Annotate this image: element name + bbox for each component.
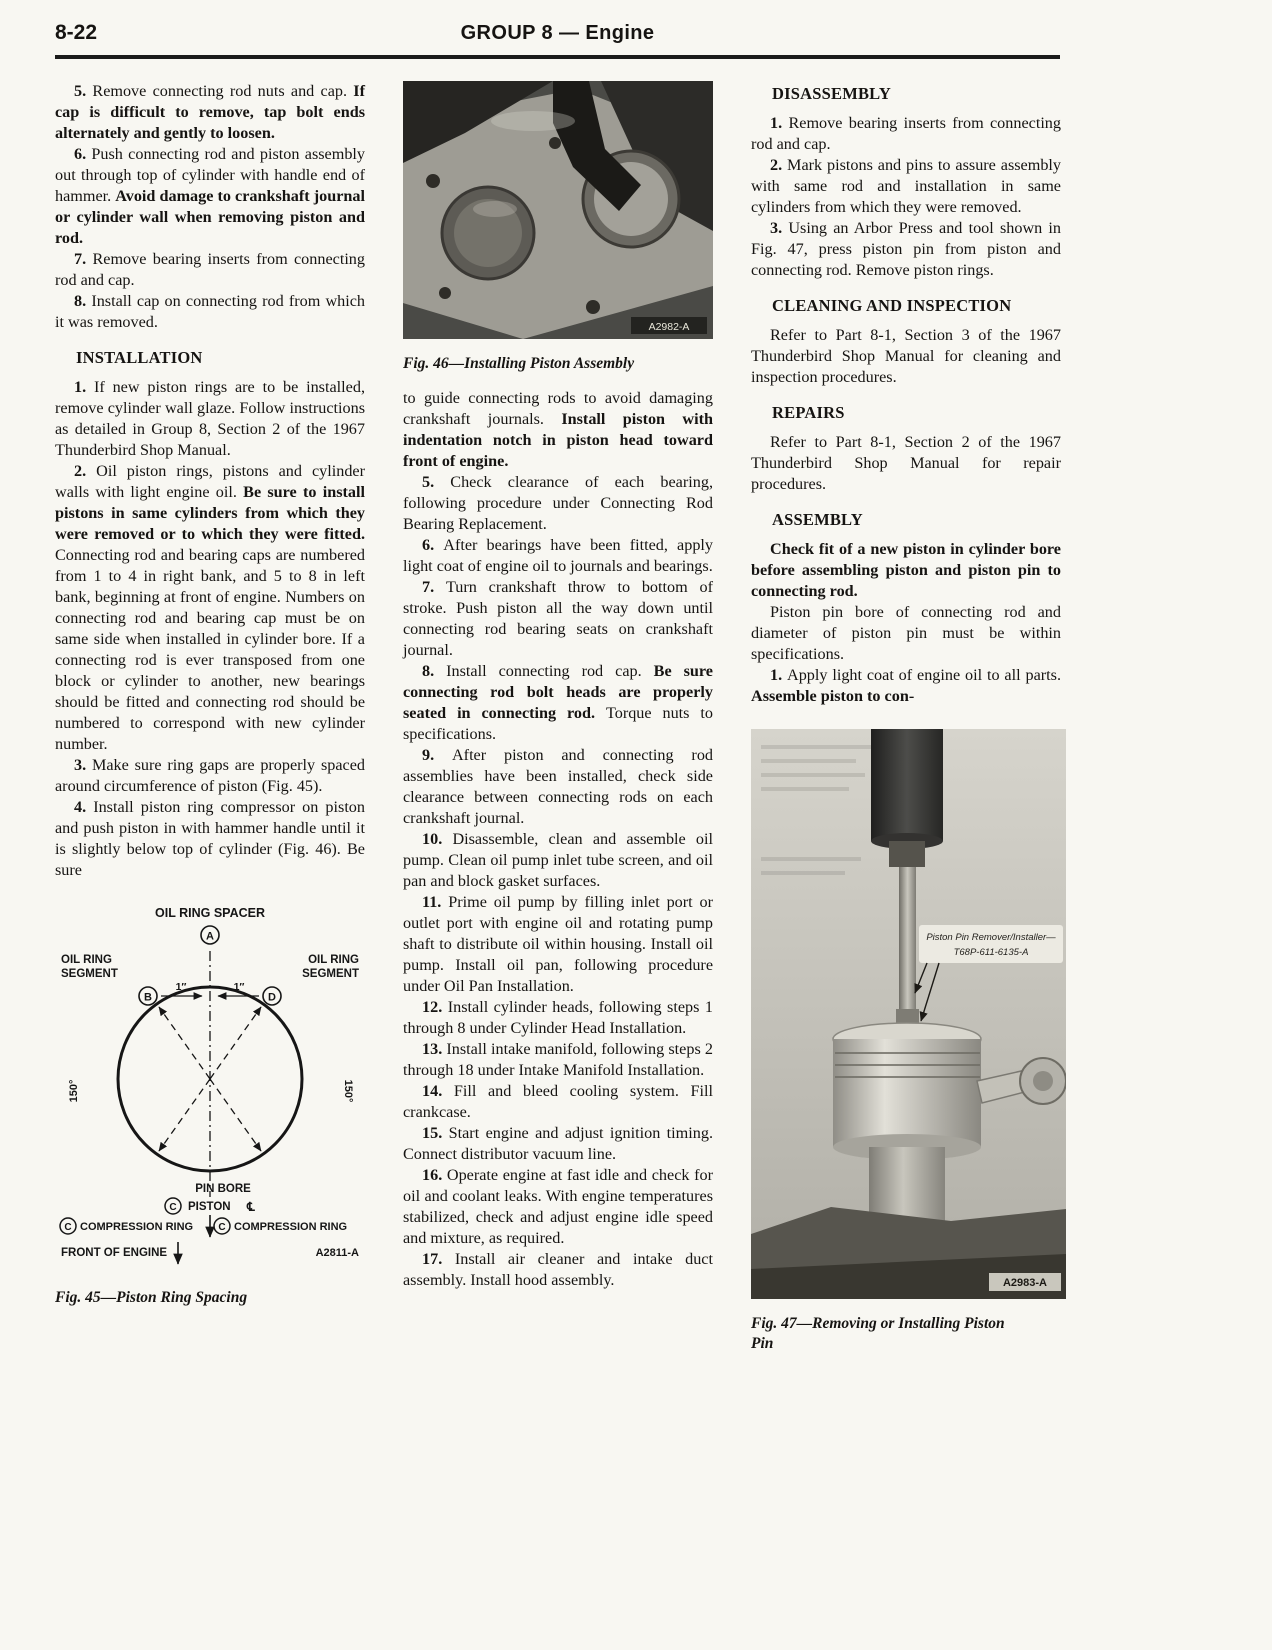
section-heading-installation: INSTALLATION (76, 348, 203, 367)
bold-run: 13. (422, 1040, 447, 1058)
figure-code-a2983: A2983-A (1002, 1277, 1048, 1289)
text-run: Oil piston rings, pistons and cylinder walls with light engine oil. (55, 462, 365, 501)
step-paragraph (403, 892, 713, 997)
column-right (751, 81, 1061, 1354)
svg-text:B: B (144, 991, 152, 1004)
body-paragraph (751, 539, 1061, 602)
label-oil-ring-segment-right: OIL RING (308, 954, 359, 966)
step-paragraph (403, 535, 713, 577)
body-paragraph (751, 432, 1061, 495)
label-piston: PISTON (188, 1201, 231, 1213)
svg-text:SEGMENT: SEGMENT (302, 968, 359, 980)
page-header (55, 16, 1060, 50)
step-paragraph (403, 745, 713, 829)
text-run: Using an Arbor Press and tool shown in Fig. 47, press piston pin from piston and connecting rod. Remove piston rings. (751, 219, 1062, 279)
label-oil-ring-spacer: OIL RING SPACER (155, 906, 265, 920)
section-heading-assembly: ASSEMBLY (772, 510, 863, 529)
step-paragraph (751, 218, 1061, 281)
text-run: Remove bearing inserts from connecting rod and cap. (751, 114, 1061, 153)
piston-pin-remover-photo (751, 729, 1066, 1299)
figure-45-piston-ring-spacing (55, 901, 365, 1308)
step-paragraph (55, 144, 365, 249)
text-run: Remove connecting rod nuts and cap. (92, 82, 354, 100)
bold-run: 17. (422, 1250, 455, 1268)
step-paragraph (55, 797, 365, 881)
bold-run: 12. (422, 998, 448, 1016)
text-run: Fill and bleed cooling system. Fill crankcase. (403, 1082, 714, 1121)
text-run: Operate engine at fast idle and check for oil and coolant leaks. With engine temperatures stabilized, check and adjust engine idle speed and mixture, as required. (403, 1166, 713, 1247)
bold-run: Install piston with indentation notch in piston head toward front of engine. (403, 410, 713, 470)
bold-run: 3. (770, 219, 789, 237)
svg-text:D: D (268, 991, 276, 1004)
content-columns (55, 81, 1060, 1354)
bold-run: 9. (422, 746, 452, 764)
step-paragraph (403, 829, 713, 892)
bold-run: Assemble piston to con- (751, 687, 915, 705)
bolt-hole (549, 137, 561, 149)
bolt-hole (586, 300, 600, 314)
svg-text:C: C (64, 1222, 72, 1233)
step-paragraph (403, 1165, 713, 1249)
header-rule (55, 55, 1060, 59)
section-heading-disassembly: DISASSEMBLY (772, 84, 891, 103)
figure-47-caption: Fig. 47—Removing or Installing Piston Pin (751, 1315, 1005, 1352)
bold-run: Check fit of a new piston in cylinder bore before assembling piston and piston pin to connecting rod. (751, 540, 1061, 600)
text-run: Disassemble, clean and assemble oil pump. Clean oil pump inlet tube screen, and oil pan and block gasket surfaces. (403, 830, 714, 890)
bold-run: 3. (74, 756, 92, 774)
text-run: Refer to Part 8-1, Section 2 of the 1967 Thunderbird Shop Manual for repair procedures. (751, 433, 1061, 493)
step-paragraph (403, 1249, 713, 1291)
text-run: Refer to Part 8-1, Section 3 of the 1967 Thunderbird Shop Manual for cleaning and inspection procedures. (751, 326, 1061, 386)
svg-text:SEGMENT: SEGMENT (61, 968, 118, 980)
bold-run: 10. (422, 830, 453, 848)
installing-piston-photo (403, 81, 713, 339)
text-run: Install intake manifold, following steps 2 through 18 under Intake Manifold Installation. (403, 1040, 713, 1079)
text-run: Mark pistons and pins to assure assembly with same rod and installation in same cylinders from which they were removed. (751, 156, 1062, 216)
gap-line-lower-right (210, 1079, 261, 1151)
bold-run: 1. (770, 114, 789, 132)
bolt-hole (426, 174, 440, 188)
bold-run: Avoid damage to crankshaft journal or cylinder wall when removing piston and rod. (55, 187, 365, 247)
text-run: Install piston ring compressor on piston and push piston in with hammer handle until it is slightly below top of cylinder (Fig. 46). Be sure (55, 798, 365, 879)
bold-run: 6. (74, 145, 92, 163)
text-run: Piston pin bore of connecting rod and diameter of piston pin must be within specifications. (751, 603, 1061, 663)
bold-run: 15. (422, 1124, 449, 1142)
step-paragraph (403, 661, 713, 745)
step-paragraph (55, 291, 365, 333)
angle-label-right: 150° (342, 1079, 354, 1103)
label-compression-ring-right: COMPRESSION RING (234, 1221, 348, 1233)
photo-highlight (491, 111, 575, 131)
page-title: GROUP 8 — Engine (460, 22, 655, 44)
photo-highlight (473, 201, 517, 217)
piston-body (833, 1039, 981, 1147)
bolt-hole (439, 287, 451, 299)
figure-46-caption: Fig. 46—Installing Piston Assembly (403, 355, 635, 372)
figure-code-a2982: A2982-A (648, 321, 690, 333)
text-run: Install air cleaner and intake duct assembly. Install hood assembly. (403, 1250, 713, 1289)
text-run: Check clearance of each bearing, following procedure under Connecting Rod Bearing Replacement. (403, 473, 713, 533)
bold-run: 11. (422, 893, 449, 911)
label-front-of-engine: FRONT OF ENGINE (61, 1247, 168, 1259)
bold-run: If cap is difficult to remove, tap bolt ends alternately and gently to loosen. (55, 82, 365, 142)
bold-run: 7. (422, 578, 446, 596)
bold-run: 8. (74, 292, 92, 310)
bold-run: 4. (74, 798, 94, 816)
body-paragraph (751, 325, 1061, 388)
text-run: to guide connecting rods to avoid damaging crankshaft journals. (403, 389, 713, 428)
bold-run: 5. (422, 473, 451, 491)
text-run: Torque nuts to specifications. (403, 704, 713, 743)
page-number: 8-22 (55, 21, 98, 44)
text-run: Push connecting rod and piston assembly out through top of cylinder with handle end of hammer. (55, 145, 365, 205)
column-left (55, 81, 365, 1354)
step-paragraph (55, 81, 365, 144)
text-run: Apply light coat of engine oil to all parts. (787, 666, 1061, 684)
section-heading-cleaning-inspection: CLEANING AND INSPECTION (772, 296, 1012, 315)
centerline-symbol: ℄ (247, 1200, 255, 1214)
rod-bore (1033, 1071, 1053, 1091)
label-oil-ring-segment-left: OIL RING (61, 954, 112, 966)
step-paragraph (403, 1081, 713, 1123)
bold-run: 2. (770, 156, 788, 174)
svg-text:A: A (206, 930, 214, 943)
section-heading-repairs: REPAIRS (772, 403, 845, 422)
body-paragraph (751, 602, 1061, 665)
bold-run: 1. (74, 378, 94, 396)
text-run: After piston and connecting rod assemblies have been installed, check side clearance between connecting rods on each crankshaft journal. (403, 746, 714, 827)
tool-label-line1: Piston Pin Remover/Installer— (926, 932, 1056, 943)
angle-label-left: 150° (68, 1079, 80, 1103)
text-run: Connecting rod and bearing caps are numbered from 1 to 4 in right bank, and 5 to 8 in left bank, beginning at front of engine. Numbers on connecting rod and bearing cap must be on same side when installed in cylinder bore. If a connecting rod is ever transposed from one block or cylinder to another, new bearings should be fitted and connecting rod should be numbered to correspond with new cylinder number. (55, 546, 365, 753)
text-run: Turn crankshaft throw to bottom of stroke. Push piston all the way down until connecting rod bearing seats on crankshaft journal. (403, 578, 713, 659)
bold-run: 5. (74, 82, 93, 100)
bold-run: 1. (770, 666, 787, 684)
gap-line-upper-left (159, 1007, 210, 1079)
figure-47-piston-pin-tool (751, 729, 1061, 1354)
arbor-press-ram (871, 729, 943, 841)
bold-run: 16. (422, 1166, 447, 1184)
bold-run: 6. (422, 536, 444, 554)
bold-run: 8. (422, 662, 447, 680)
piston-ring-spacing-diagram (55, 901, 365, 1273)
step-paragraph (403, 997, 713, 1039)
gap-line-lower-left (159, 1079, 210, 1151)
step-paragraph (403, 472, 713, 535)
text-run: Start engine and adjust ignition timing. Connect distributor vacuum line. (403, 1124, 713, 1163)
svg-text:C: C (218, 1222, 226, 1233)
figure-45-caption: Fig. 45—Piston Ring Spacing (55, 1289, 248, 1306)
step-paragraph (403, 577, 713, 661)
step-paragraph (55, 755, 365, 797)
step-paragraph (751, 113, 1061, 155)
bold-run: Be sure to install pistons in same cylinders from which they were removed or to which they were fitted. (55, 483, 365, 543)
text-run: Make sure ring gaps are properly spaced around circumference of piston (Fig. 45). (55, 756, 366, 795)
bold-run: Be sure connecting rod bolt heads are properly seated in connecting rod. (403, 662, 713, 722)
text-run: After bearings have been fitted, apply light coat of engine oil to journals and bearings. (403, 536, 714, 575)
figure-46-installing-piston (403, 81, 713, 374)
column-middle (403, 81, 713, 1354)
bold-run: 7. (74, 250, 93, 268)
remover-tool-shaft (899, 867, 916, 1027)
text-run: Install connecting rod cap. (446, 662, 654, 680)
svg-text:1″: 1″ (233, 981, 245, 993)
text-run: If new piston rings are to be installed, remove cylinder wall glaze. Follow instructions as detailed in Group 8, Section 2 of the 1967 Thunderbird Shop Manual. (55, 378, 365, 459)
figure-code-a2811: A2811-A (315, 1247, 359, 1259)
step-paragraph (55, 461, 365, 755)
text-run: Remove bearing inserts from connecting rod and cap. (55, 250, 365, 289)
text-run: Install cap on connecting rod from which it was removed. (55, 292, 366, 331)
body-paragraph (751, 665, 1061, 707)
gap-line-upper-right (210, 1007, 261, 1079)
text-run: Prime oil pump by filling inlet port or outlet port with engine oil and rotating pump shaft to distribute oil within housing. Install oil pump. Install oil pan, following procedure under Oil Pan Installation. (403, 893, 714, 995)
continuation-paragraph (403, 388, 713, 472)
svg-text:1″: 1″ (175, 981, 187, 993)
label-compression-ring-left: COMPRESSION RING (80, 1221, 194, 1233)
step-paragraph (55, 249, 365, 291)
step-paragraph (403, 1123, 713, 1165)
tool-label-line2: T68P-611-6135-A (953, 947, 1029, 958)
step-paragraph (55, 377, 365, 461)
ram-collar (889, 841, 925, 867)
bold-run: 2. (74, 462, 97, 480)
step-paragraph (403, 1039, 713, 1081)
bold-run: 14. (422, 1082, 454, 1100)
text-run: Install cylinder heads, following steps 1 through 8 under Cylinder Head Installation. (403, 998, 713, 1037)
svg-text:C: C (169, 1202, 177, 1213)
label-pin-bore: PIN BORE (195, 1183, 251, 1195)
step-paragraph (751, 155, 1061, 218)
